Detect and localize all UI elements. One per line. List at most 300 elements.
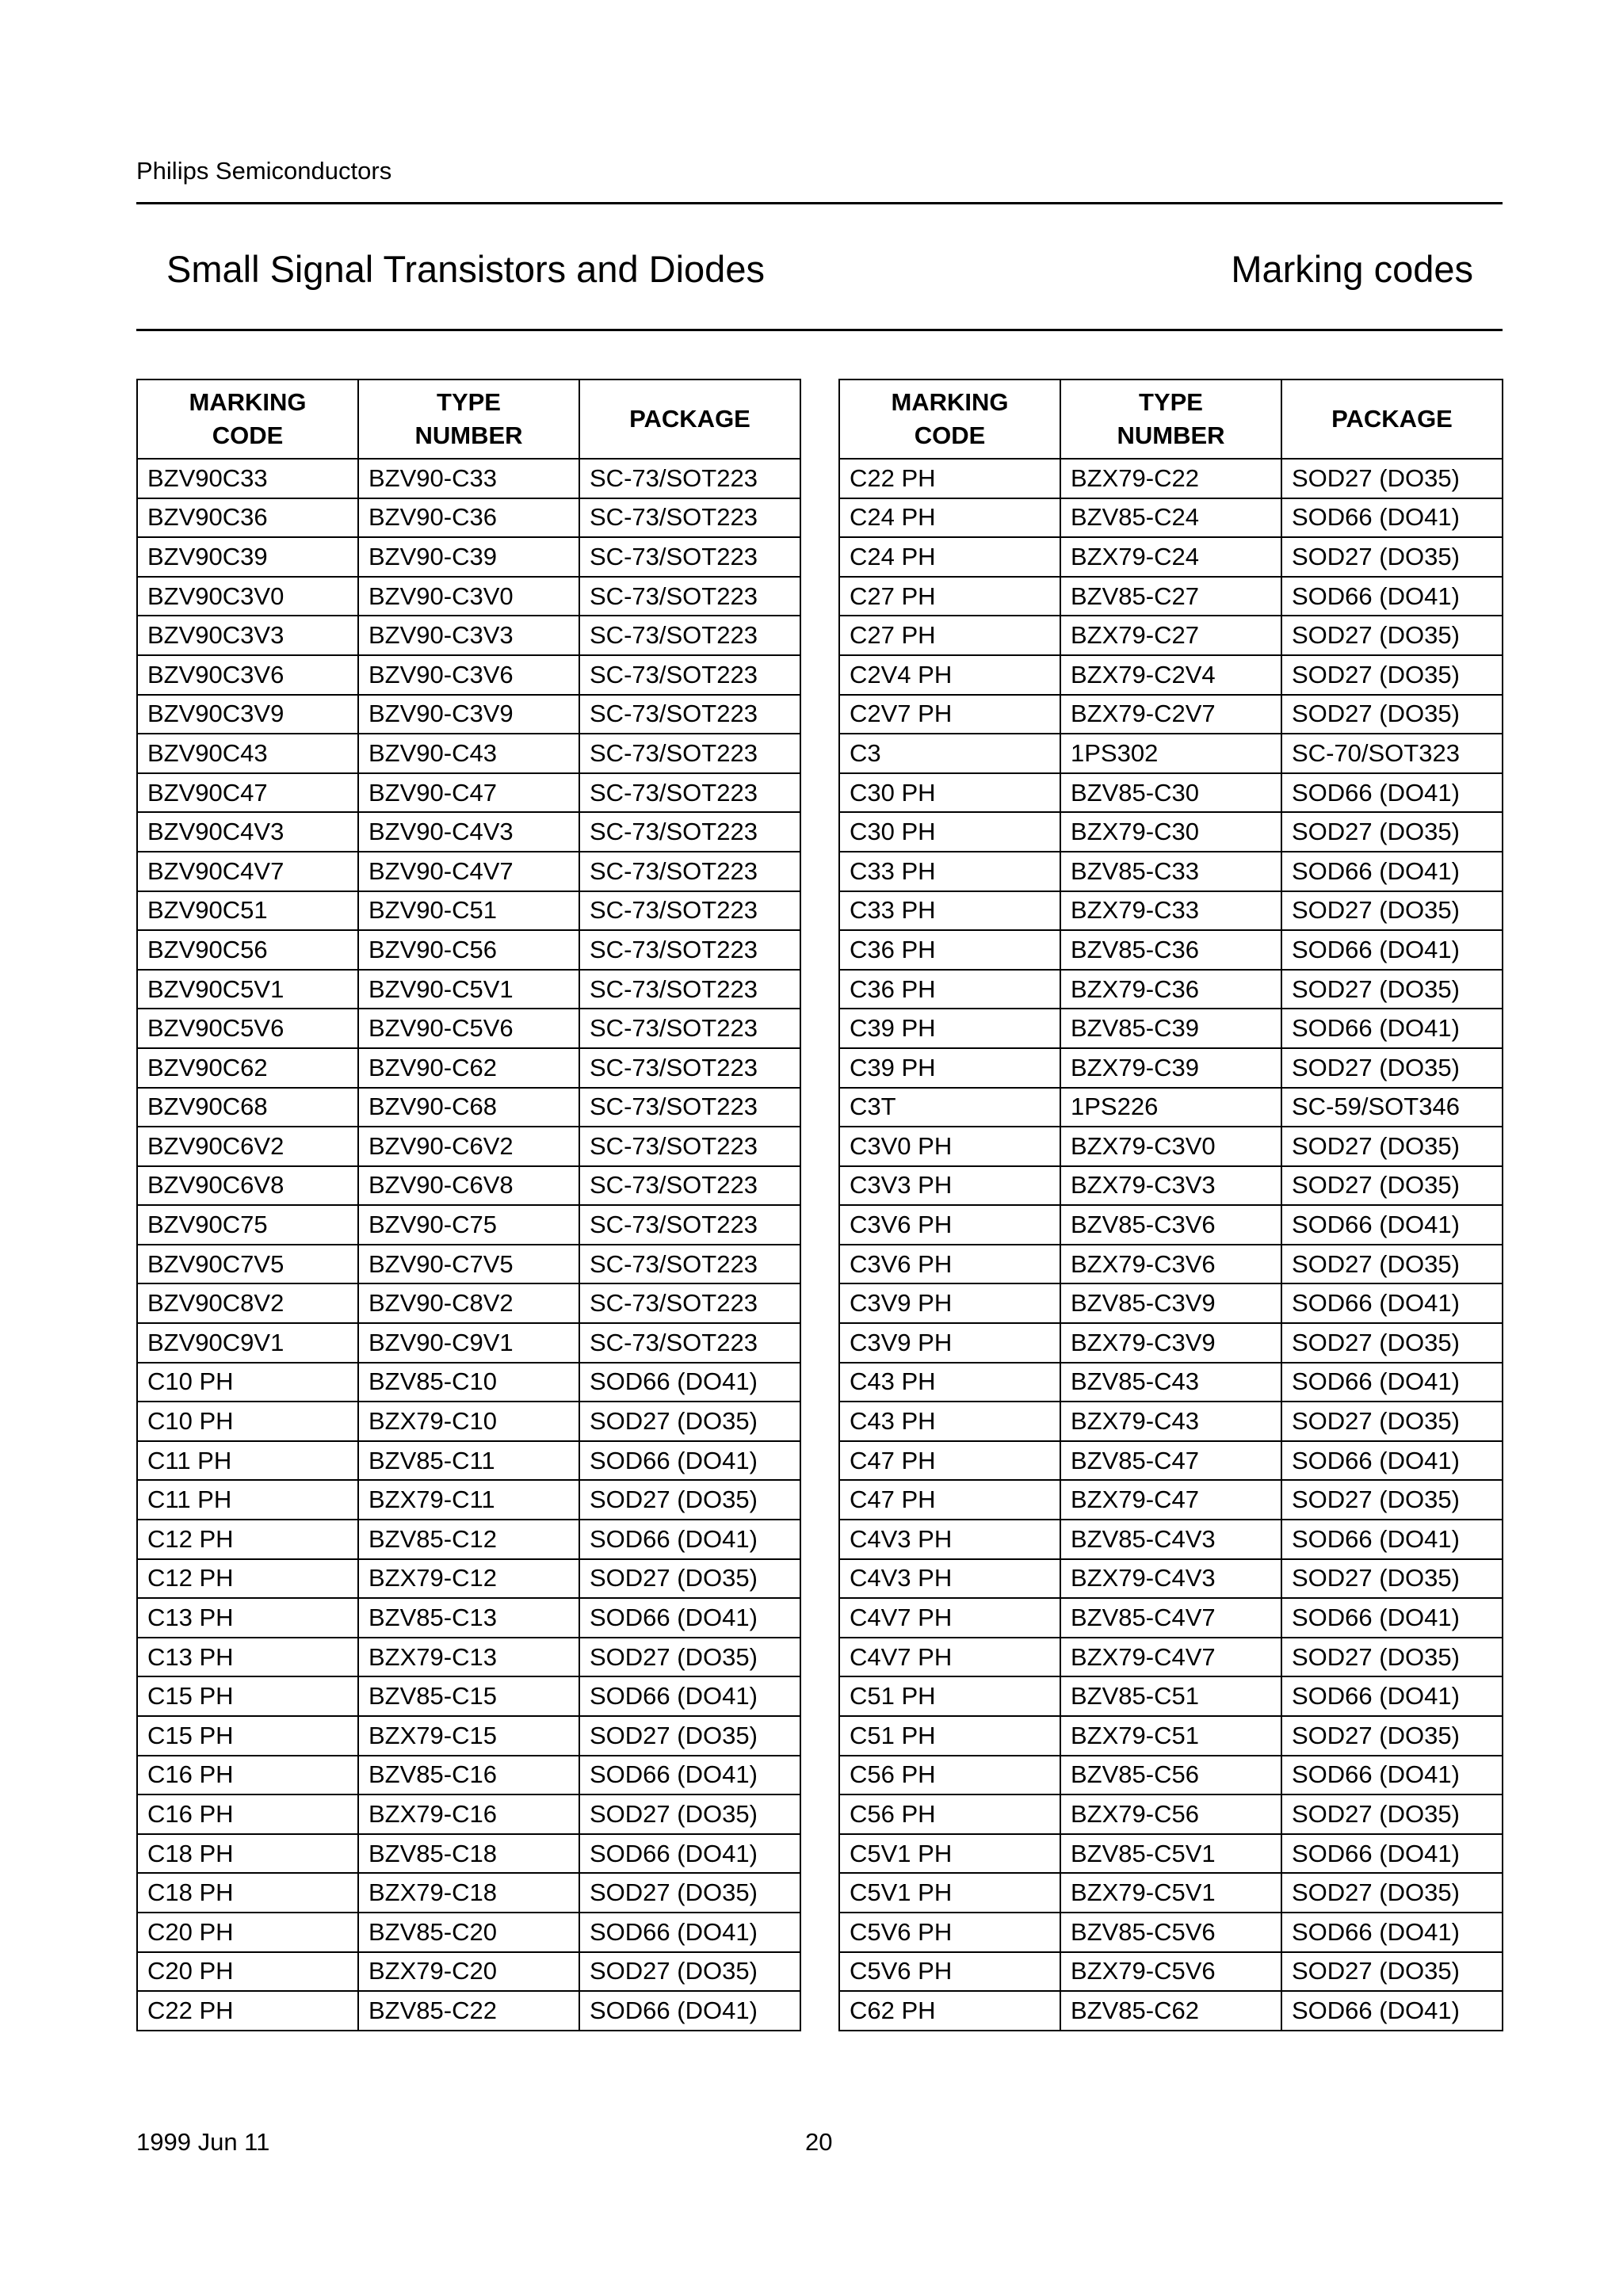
marking-code-cell: C3V6 PH <box>839 1205 1060 1245</box>
type-number-cell: BZV90-C62 <box>358 1048 579 1088</box>
marking-code-cell: C12 PH <box>137 1520 358 1559</box>
marking-code-cell: C16 PH <box>137 1794 358 1834</box>
marking-codes-table-right <box>838 379 1503 2031</box>
marking-code-cell: C30 PH <box>839 812 1060 852</box>
type-number-cell: BZX79-C27 <box>1060 616 1281 655</box>
table-row <box>137 734 800 773</box>
package-cell: SC-73/SOT223 <box>579 1127 800 1166</box>
header-package: PACKAGE <box>1281 379 1503 459</box>
package-cell: SOD66 (DO41) <box>579 1756 800 1795</box>
type-number-cell: BZX79-C4V3 <box>1060 1559 1281 1599</box>
type-number-cell: BZX79-C39 <box>1060 1048 1281 1088</box>
marking-code-cell: BZV90C75 <box>137 1205 358 1245</box>
table-row <box>839 1756 1503 1795</box>
package-cell: SOD66 (DO41) <box>579 1913 800 1952</box>
type-number-cell: BZV85-C51 <box>1060 1676 1281 1716</box>
type-number-cell: BZX79-C5V1 <box>1060 1873 1281 1913</box>
table-row <box>137 1794 800 1834</box>
marking-code-cell: C5V6 PH <box>839 1913 1060 1952</box>
type-number-cell: BZV90-C4V7 <box>358 852 579 891</box>
package-cell: SOD27 (DO35) <box>1281 1245 1503 1284</box>
marking-code-cell: BZV90C5V1 <box>137 970 358 1009</box>
type-number-cell: BZV90-C7V5 <box>358 1245 579 1284</box>
package-cell: SOD66 (DO41) <box>1281 1441 1503 1481</box>
table-row <box>839 1559 1503 1599</box>
table-row <box>137 1520 800 1559</box>
type-number-cell: BZX79-C15 <box>358 1716 579 1756</box>
package-cell: SOD27 (DO35) <box>1281 1480 1503 1520</box>
package-cell: SOD27 (DO35) <box>1281 1952 1503 1992</box>
table-row <box>137 1088 800 1127</box>
marking-code-cell: C15 PH <box>137 1676 358 1716</box>
marking-code-cell: C5V6 PH <box>839 1952 1060 1992</box>
table-row <box>839 1991 1503 2031</box>
marking-code-cell: C33 PH <box>839 852 1060 891</box>
table-row <box>839 1009 1503 1048</box>
type-number-cell: BZX79-C5V6 <box>1060 1952 1281 1992</box>
marking-code-cell: C10 PH <box>137 1402 358 1441</box>
marking-code-cell: C4V3 PH <box>839 1559 1060 1599</box>
package-cell: SOD27 (DO35) <box>1281 616 1503 655</box>
package-cell: SOD27 (DO35) <box>579 1402 800 1441</box>
table-row <box>137 1559 800 1599</box>
type-number-cell: BZX79-C10 <box>358 1402 579 1441</box>
marking-code-cell: BZV90C62 <box>137 1048 358 1088</box>
package-cell: SOD27 (DO35) <box>579 1716 800 1756</box>
package-cell: SC-73/SOT223 <box>579 1009 800 1048</box>
package-cell: SOD66 (DO41) <box>1281 1598 1503 1638</box>
package-cell: SOD27 (DO35) <box>1281 1402 1503 1441</box>
type-number-cell: BZV90-C43 <box>358 734 579 773</box>
table-row <box>137 1245 800 1284</box>
package-cell: SC-73/SOT223 <box>579 930 800 970</box>
table-row <box>137 655 800 695</box>
marking-code-cell: BZV90C7V5 <box>137 1245 358 1284</box>
package-cell: SOD27 (DO35) <box>1281 1127 1503 1166</box>
type-number-cell: BZV85-C16 <box>358 1756 579 1795</box>
marking-code-cell: C3V3 PH <box>839 1166 1060 1206</box>
marking-code-cell: C3V9 PH <box>839 1323 1060 1363</box>
type-number-cell: BZV90-C5V1 <box>358 970 579 1009</box>
package-cell: SOD66 (DO41) <box>1281 1205 1503 1245</box>
marking-code-cell: C36 PH <box>839 970 1060 1009</box>
type-number-cell: BZX79-C4V7 <box>1060 1638 1281 1677</box>
package-cell: SC-73/SOT223 <box>579 852 800 891</box>
table-row <box>839 1638 1503 1677</box>
package-cell: SC-73/SOT223 <box>579 734 800 773</box>
marking-codes-table-left <box>136 379 801 2031</box>
package-cell: SOD27 (DO35) <box>1281 459 1503 498</box>
package-cell: SOD66 (DO41) <box>1281 498 1503 538</box>
marking-code-cell: BZV90C4V7 <box>137 852 358 891</box>
marking-code-cell: C3V6 PH <box>839 1245 1060 1284</box>
package-cell: SOD27 (DO35) <box>1281 1166 1503 1206</box>
type-number-cell: BZV85-C10 <box>358 1363 579 1402</box>
table-row <box>137 1166 800 1206</box>
package-cell: SOD27 (DO35) <box>1281 1794 1503 1834</box>
marking-code-cell: BZV90C36 <box>137 498 358 538</box>
type-number-cell: BZX79-C3V0 <box>1060 1127 1281 1166</box>
package-cell: SOD27 (DO35) <box>1281 970 1503 1009</box>
table-row <box>839 695 1503 734</box>
type-number-cell: BZX79-C30 <box>1060 812 1281 852</box>
marking-code-cell: BZV90C47 <box>137 773 358 813</box>
marking-code-cell: C4V3 PH <box>839 1520 1060 1559</box>
package-cell: SOD27 (DO35) <box>579 1638 800 1677</box>
package-cell: SOD66 (DO41) <box>1281 773 1503 813</box>
table-row <box>137 1598 800 1638</box>
table-row <box>839 1794 1503 1834</box>
table-row <box>137 577 800 616</box>
marking-code-cell: C12 PH <box>137 1559 358 1599</box>
marking-code-cell: C18 PH <box>137 1873 358 1913</box>
marking-code-cell: BZV90C6V2 <box>137 1127 358 1166</box>
type-number-cell: BZX79-C3V3 <box>1060 1166 1281 1206</box>
type-number-cell: BZV85-C62 <box>1060 1991 1281 2031</box>
type-number-cell: BZV85-C15 <box>358 1676 579 1716</box>
type-number-cell: BZX79-C13 <box>358 1638 579 1677</box>
package-cell: SOD66 (DO41) <box>1281 1283 1503 1323</box>
marking-code-cell: C22 PH <box>137 1991 358 2031</box>
package-cell: SC-73/SOT223 <box>579 1048 800 1088</box>
package-cell: SOD66 (DO41) <box>1281 577 1503 616</box>
marking-code-cell: C5V1 PH <box>839 1834 1060 1874</box>
type-number-cell: BZX79-C24 <box>1060 537 1281 577</box>
type-number-cell: BZV90-C9V1 <box>358 1323 579 1363</box>
marking-code-cell: C24 PH <box>839 537 1060 577</box>
type-number-cell: BZV90-C4V3 <box>358 812 579 852</box>
type-number-cell: BZV85-C36 <box>1060 930 1281 970</box>
package-cell: SOD27 (DO35) <box>1281 1323 1503 1363</box>
page-number: 20 <box>805 2128 833 2156</box>
type-number-cell: BZV85-C30 <box>1060 773 1281 813</box>
table-row <box>137 1127 800 1166</box>
marking-code-cell: C43 PH <box>839 1402 1060 1441</box>
marking-code-cell: BZV90C3V0 <box>137 577 358 616</box>
type-number-cell: BZV90-C3V0 <box>358 577 579 616</box>
marking-code-cell: C47 PH <box>839 1480 1060 1520</box>
header-rule-top <box>136 202 1503 204</box>
table-row <box>137 1638 800 1677</box>
package-cell: SC-73/SOT223 <box>579 891 800 931</box>
table-row <box>839 1520 1503 1559</box>
marking-code-cell: BZV90C33 <box>137 459 358 498</box>
type-number-cell: 1PS226 <box>1060 1088 1281 1127</box>
type-number-cell: BZX79-C36 <box>1060 970 1281 1009</box>
type-number-cell: BZV85-C11 <box>358 1441 579 1481</box>
package-cell: SOD66 (DO41) <box>579 1676 800 1716</box>
marking-code-cell: C13 PH <box>137 1598 358 1638</box>
package-cell: SC-73/SOT223 <box>579 498 800 538</box>
type-number-cell: BZX79-C33 <box>1060 891 1281 931</box>
package-cell: SOD27 (DO35) <box>1281 812 1503 852</box>
company-name: Philips Semiconductors <box>136 157 392 185</box>
table-row <box>839 1716 1503 1756</box>
type-number-cell: BZX79-C18 <box>358 1873 579 1913</box>
table-row <box>839 1480 1503 1520</box>
type-number-cell: BZV90-C6V8 <box>358 1166 579 1206</box>
type-number-cell: BZV85-C3V6 <box>1060 1205 1281 1245</box>
table-row <box>137 1480 800 1520</box>
marking-code-cell: C2V4 PH <box>839 655 1060 695</box>
table-row <box>839 655 1503 695</box>
table-row <box>839 1205 1503 1245</box>
table-row <box>137 930 800 970</box>
package-cell: SOD66 (DO41) <box>579 1520 800 1559</box>
table-row <box>839 1363 1503 1402</box>
marking-code-cell: C27 PH <box>839 577 1060 616</box>
table-row <box>839 1441 1503 1481</box>
table-row <box>839 498 1503 538</box>
type-number-cell: BZV85-C3V9 <box>1060 1283 1281 1323</box>
table-row <box>137 1676 800 1716</box>
marking-code-cell: C51 PH <box>839 1676 1060 1716</box>
type-number-cell: BZV85-C39 <box>1060 1009 1281 1048</box>
table-body <box>137 459 800 2031</box>
marking-code-cell: C24 PH <box>839 498 1060 538</box>
package-cell: SC-73/SOT223 <box>579 773 800 813</box>
table-row <box>839 852 1503 891</box>
marking-code-cell: BZV90C9V1 <box>137 1323 358 1363</box>
type-number-cell: BZV85-C4V3 <box>1060 1520 1281 1559</box>
type-number-cell: BZX79-C3V9 <box>1060 1323 1281 1363</box>
package-cell: SOD66 (DO41) <box>1281 1676 1503 1716</box>
package-cell: SOD66 (DO41) <box>1281 1520 1503 1559</box>
marking-code-cell: BZV90C5V6 <box>137 1009 358 1048</box>
marking-code-cell: BZV90C4V3 <box>137 812 358 852</box>
package-cell: SOD66 (DO41) <box>1281 1834 1503 1874</box>
type-number-cell: BZX79-C12 <box>358 1559 579 1599</box>
table-row <box>137 1363 800 1402</box>
table-row <box>137 1323 800 1363</box>
table-row <box>839 1166 1503 1206</box>
type-number-cell: BZV85-C22 <box>358 1991 579 2031</box>
marking-code-cell: C3T <box>839 1088 1060 1127</box>
header-package: PACKAGE <box>579 379 800 459</box>
package-cell: SC-73/SOT223 <box>579 459 800 498</box>
marking-code-cell: C11 PH <box>137 1441 358 1481</box>
type-number-cell: BZV85-C5V1 <box>1060 1834 1281 1874</box>
table-row <box>137 498 800 538</box>
marking-code-cell: C5V1 PH <box>839 1873 1060 1913</box>
package-cell: SOD66 (DO41) <box>579 1363 800 1402</box>
marking-code-cell: C56 PH <box>839 1794 1060 1834</box>
package-cell: SOD66 (DO41) <box>579 1991 800 2031</box>
table-row <box>839 459 1503 498</box>
table-body <box>839 459 1503 2031</box>
type-number-cell: BZX79-C56 <box>1060 1794 1281 1834</box>
package-cell: SC-70/SOT323 <box>1281 734 1503 773</box>
table-row <box>839 1323 1503 1363</box>
table-row <box>137 1048 800 1088</box>
table-row <box>839 970 1503 1009</box>
table-row <box>137 616 800 655</box>
marking-code-cell: C16 PH <box>137 1756 358 1795</box>
package-cell: SOD66 (DO41) <box>1281 930 1503 970</box>
marking-code-cell: C27 PH <box>839 616 1060 655</box>
type-number-cell: BZV85-C20 <box>358 1913 579 1952</box>
package-cell: SOD27 (DO35) <box>1281 1716 1503 1756</box>
table-row <box>839 577 1503 616</box>
header-marking-code: MARKING CODE <box>839 379 1060 459</box>
package-cell: SOD27 (DO35) <box>1281 1048 1503 1088</box>
package-cell: SC-73/SOT223 <box>579 655 800 695</box>
table-row <box>839 734 1503 773</box>
package-cell: SOD66 (DO41) <box>1281 1991 1503 2031</box>
marking-code-cell: BZV90C6V8 <box>137 1166 358 1206</box>
marking-code-cell: BZV90C3V3 <box>137 616 358 655</box>
package-cell: SOD66 (DO41) <box>1281 1009 1503 1048</box>
marking-code-cell: BZV90C68 <box>137 1088 358 1127</box>
marking-code-cell: C3 <box>839 734 1060 773</box>
table-row <box>137 773 800 813</box>
table-row <box>839 1952 1503 1992</box>
type-number-cell: BZV85-C12 <box>358 1520 579 1559</box>
type-number-cell: BZX79-C51 <box>1060 1716 1281 1756</box>
type-number-cell: BZV90-C75 <box>358 1205 579 1245</box>
table-row <box>839 616 1503 655</box>
header-type-number: TYPE NUMBER <box>1060 379 1281 459</box>
marking-code-cell: C47 PH <box>839 1441 1060 1481</box>
package-cell: SOD27 (DO35) <box>1281 1638 1503 1677</box>
document-title: Small Signal Transistors and Diodes <box>166 248 765 290</box>
marking-code-cell: BZV90C51 <box>137 891 358 931</box>
marking-code-cell: BZV90C43 <box>137 734 358 773</box>
marking-code-cell: C18 PH <box>137 1834 358 1874</box>
table-row <box>839 1598 1503 1638</box>
table-row <box>137 1873 800 1913</box>
table-row <box>137 1913 800 1952</box>
marking-code-cell: C43 PH <box>839 1363 1060 1402</box>
table-header-row <box>839 379 1503 459</box>
type-number-cell: BZX79-C20 <box>358 1952 579 1992</box>
table-row <box>839 1676 1503 1716</box>
package-cell: SOD27 (DO35) <box>579 1559 800 1599</box>
marking-code-cell: C36 PH <box>839 930 1060 970</box>
marking-code-cell: C10 PH <box>137 1363 358 1402</box>
marking-code-cell: C2V7 PH <box>839 695 1060 734</box>
marking-code-cell: BZV90C39 <box>137 537 358 577</box>
type-number-cell: BZV90-C36 <box>358 498 579 538</box>
marking-code-cell: C62 PH <box>839 1991 1060 2031</box>
header-rule-bottom <box>136 329 1503 331</box>
type-number-cell: BZX79-C2V7 <box>1060 695 1281 734</box>
marking-code-cell: C30 PH <box>839 773 1060 813</box>
package-cell: SC-73/SOT223 <box>579 1088 800 1127</box>
table-row <box>137 1402 800 1441</box>
type-number-cell: BZX79-C47 <box>1060 1480 1281 1520</box>
package-cell: SC-73/SOT223 <box>579 1205 800 1245</box>
table-row <box>839 1402 1503 1441</box>
footer-date: 1999 Jun 11 <box>136 2128 270 2156</box>
table-row <box>137 1441 800 1481</box>
table-row <box>137 459 800 498</box>
package-cell: SOD66 (DO41) <box>1281 1913 1503 1952</box>
package-cell: SOD27 (DO35) <box>1281 655 1503 695</box>
package-cell: SC-73/SOT223 <box>579 577 800 616</box>
marking-code-cell: BZV90C56 <box>137 930 358 970</box>
type-number-cell: BZV90-C56 <box>358 930 579 970</box>
marking-code-cell: C39 PH <box>839 1048 1060 1088</box>
type-number-cell: BZV90-C51 <box>358 891 579 931</box>
marking-code-cell: C4V7 PH <box>839 1638 1060 1677</box>
type-number-cell: BZX79-C16 <box>358 1794 579 1834</box>
type-number-cell: BZX79-C11 <box>358 1480 579 1520</box>
type-number-cell: BZV90-C3V3 <box>358 616 579 655</box>
marking-code-cell: C51 PH <box>839 1716 1060 1756</box>
table-row <box>839 1245 1503 1284</box>
table-row <box>137 891 800 931</box>
marking-code-cell: C11 PH <box>137 1480 358 1520</box>
marking-code-cell: C13 PH <box>137 1638 358 1677</box>
header-type-number: TYPE NUMBER <box>358 379 579 459</box>
table-row <box>137 695 800 734</box>
table-row <box>839 1834 1503 1874</box>
package-cell: SC-73/SOT223 <box>579 1245 800 1284</box>
table-row <box>839 773 1503 813</box>
type-number-cell: BZV90-C6V2 <box>358 1127 579 1166</box>
type-number-cell: BZV90-C47 <box>358 773 579 813</box>
table-row <box>137 1952 800 1992</box>
package-cell: SOD27 (DO35) <box>1281 1559 1503 1599</box>
table-row <box>137 1009 800 1048</box>
type-number-cell: BZV90-C3V6 <box>358 655 579 695</box>
type-number-cell: BZX79-C3V6 <box>1060 1245 1281 1284</box>
type-number-cell: BZX79-C22 <box>1060 459 1281 498</box>
package-cell: SOD27 (DO35) <box>1281 891 1503 931</box>
package-cell: SC-73/SOT223 <box>579 537 800 577</box>
table-row <box>137 1834 800 1874</box>
type-number-cell: BZX79-C2V4 <box>1060 655 1281 695</box>
table-row <box>839 1088 1503 1127</box>
type-number-cell: BZV85-C4V7 <box>1060 1598 1281 1638</box>
marking-code-cell: C4V7 PH <box>839 1598 1060 1638</box>
package-cell: SOD66 (DO41) <box>1281 1363 1503 1402</box>
marking-code-cell: C33 PH <box>839 891 1060 931</box>
type-number-cell: BZV90-C5V6 <box>358 1009 579 1048</box>
table-row <box>839 1048 1503 1088</box>
package-cell: SC-73/SOT223 <box>579 812 800 852</box>
table-row <box>839 930 1503 970</box>
marking-code-cell: C39 PH <box>839 1009 1060 1048</box>
table-row <box>137 1205 800 1245</box>
header-marking-code: MARKING CODE <box>137 379 358 459</box>
table-row <box>839 891 1503 931</box>
package-cell: SOD27 (DO35) <box>1281 1873 1503 1913</box>
table-row <box>137 537 800 577</box>
type-number-cell: BZV85-C13 <box>358 1598 579 1638</box>
package-cell: SOD27 (DO35) <box>579 1873 800 1913</box>
table-row <box>137 812 800 852</box>
marking-code-cell: BZV90C8V2 <box>137 1283 358 1323</box>
table-row <box>839 1283 1503 1323</box>
type-number-cell: BZV90-C8V2 <box>358 1283 579 1323</box>
package-cell: SOD27 (DO35) <box>579 1952 800 1992</box>
type-number-cell: 1PS302 <box>1060 734 1281 773</box>
type-number-cell: BZV85-C33 <box>1060 852 1281 891</box>
package-cell: SOD66 (DO41) <box>579 1598 800 1638</box>
package-cell: SC-73/SOT223 <box>579 1166 800 1206</box>
table-row <box>137 1283 800 1323</box>
package-cell: SOD66 (DO41) <box>579 1834 800 1874</box>
type-number-cell: BZV90-C39 <box>358 537 579 577</box>
type-number-cell: BZV85-C5V6 <box>1060 1913 1281 1952</box>
package-cell: SC-73/SOT223 <box>579 695 800 734</box>
package-cell: SOD27 (DO35) <box>1281 695 1503 734</box>
package-cell: SC-73/SOT223 <box>579 616 800 655</box>
table-row <box>137 970 800 1009</box>
table-header-row <box>137 379 800 459</box>
